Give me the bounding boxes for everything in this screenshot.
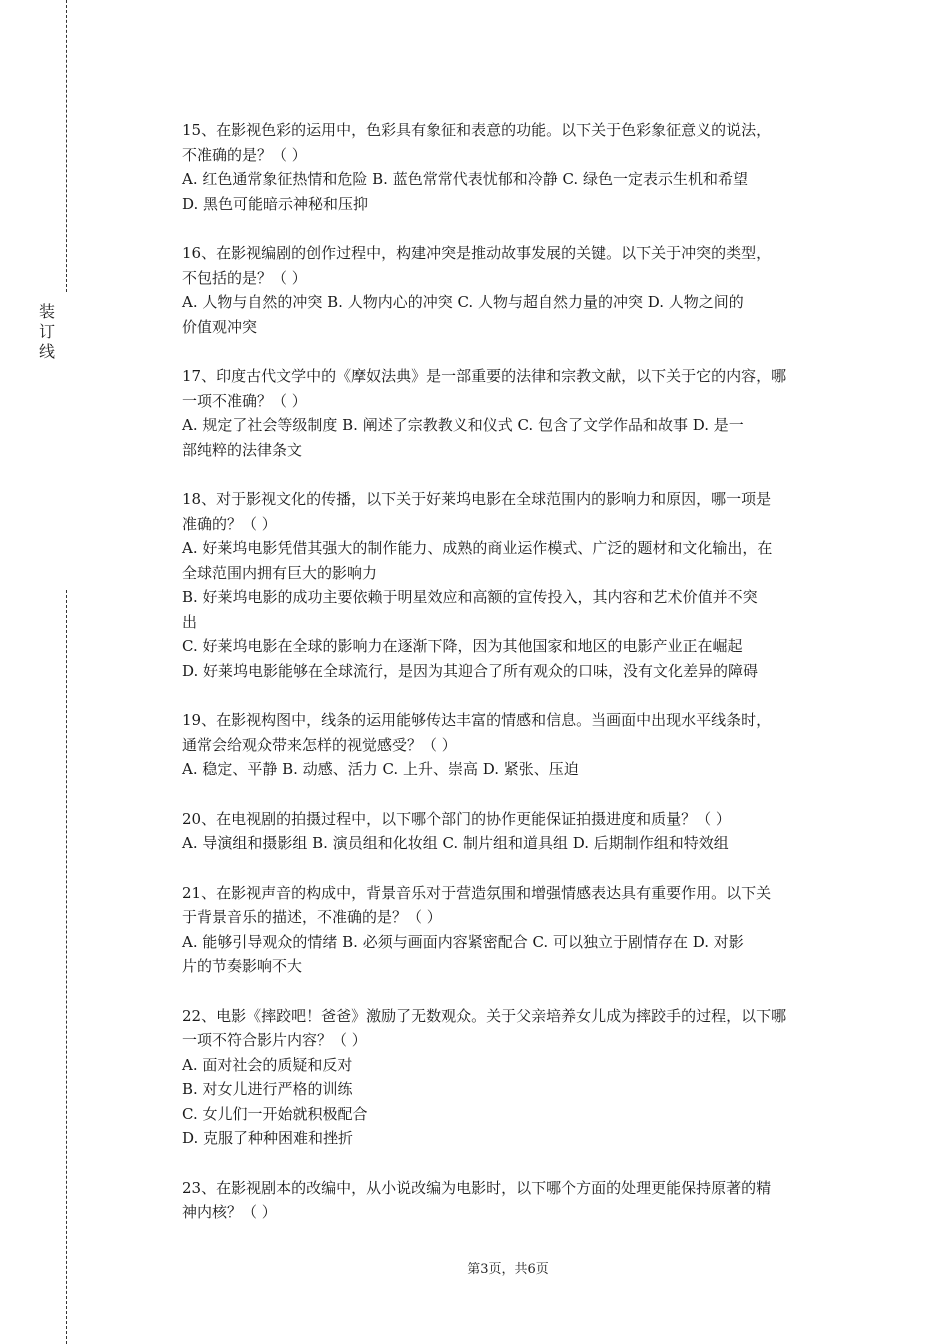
question-stem-line: 不准确的是？（ ） [182,145,307,164]
binding-dashed-line-top [66,0,67,292]
question-stem-line: 通常会给观众带来怎样的视觉感受？（ ） [182,735,457,754]
question-option-line: A. 规定了社会等级制度 B. 阐述了宗教教义和仪式 C. 包含了文学作品和故事 D. 是一 [182,416,744,434]
binding-label-char: 订 [38,322,55,341]
question-stem-line: 18、对于影视文化的传播，以下关于好莱坞电影在全球范围内的影响力和原因，哪一项是 [182,490,772,508]
question-15 [182,118,842,216]
question-option-line: B. 好莱坞电影的成功主要依赖于明星效应和高额的宣传投入，其内容和艺术价值并不突 [182,588,758,606]
question-23 [182,1176,842,1225]
question-20 [182,807,842,856]
question-option-line: 部纯粹的法律条文 [182,440,303,459]
question-option-line: A. 红色通常象征热情和危险 B. 蓝色常常代表忧郁和冷静 C. 绿色一定表示生机和希望 [182,170,748,188]
question-stem-line: 21、在影视声音的构成中，背景音乐对于营造氛围和增强情感表达具有重要作用。以下关 [182,883,772,902]
question-19 [182,708,842,782]
question-stem-line: 17、印度古代文学中的《摩奴法典》是一部重要的法律和宗教文献，以下关于它的内容，哪 [182,367,787,385]
question-21 [182,881,842,979]
question-stem-line: 于背景音乐的描述，不准确的是？（ ） [182,908,442,926]
question-stem-line: 一项不准确？（ ） [182,391,307,410]
question-option-line: C. 好莱坞电影在全球的影响力在逐渐下降，因为其他国家和地区的电影产业正在崛起 [182,637,743,655]
question-option-line: A. 人物与自然的冲突 B. 人物内心的冲突 C. 人物与超自然力量的冲突 D. 人物之间的 [182,293,744,311]
question-22 [182,1004,842,1151]
question-option-line: A. 好莱坞电影凭借其强大的制作能力、成熟的商业运作模式、广泛的题材和文化输出，在 [182,539,773,557]
question-option-line: C. 女儿们一开始就积极配合 [182,1104,368,1123]
question-option-line: A. 导演组和摄影组 B. 演员组和化妆组 C. 制片组和道具组 D. 后期制作组和特效组 [182,834,729,852]
question-stem-line: 23、在影视剧本的改编中，从小说改编为电影时，以下哪个方面的处理更能保持原著的精 [182,1178,772,1197]
question-option-line: A. 面对社会的质疑和反对 [182,1055,353,1074]
question-option-line: B. 对女儿进行严格的训练 [182,1080,353,1098]
question-18 [182,487,842,683]
question-stem-line: 16、在影视编剧的创作过程中，构建冲突是推动故事发展的关键。以下关于冲突的类型， [182,244,772,262]
binding-label [37,302,57,362]
question-list [182,118,842,1250]
question-stem-line: 神内核？（ ） [182,1203,277,1221]
binding-label-char: 线 [38,342,55,361]
question-option-line: 价值观冲突 [182,317,258,336]
binding-label-char: 装 [38,302,55,321]
question-option-line: 全球范围内拥有巨大的影响力 [182,563,378,582]
question-option-line: D. 好莱坞电影能够在全球流行，是因为其迎合了所有观众的口味，没有文化差异的障碍 [182,661,759,680]
question-stem-line: 不包括的是？（ ） [182,268,307,287]
question-stem-line: 19、在影视构图中，线条的运用能够传达丰富的情感和信息。当画面中出现水平线条时， [182,711,772,729]
question-option-line: D. 黑色可能暗示神秘和压抑 [182,194,369,213]
question-stem-line: 准确的？（ ） [182,514,277,533]
binding-dashed-line-bottom [66,590,67,1344]
question-option-line: 出 [182,612,198,631]
page-footer: 第3页，共6页 [467,1262,549,1277]
question-16 [182,241,842,339]
question-17 [182,364,842,462]
question-stem-line: 一项不符合影片内容？（ ） [182,1031,367,1049]
question-option-line: D. 克服了种种困难和挫折 [182,1129,354,1147]
question-stem-line: 15、在影视色彩的运用中，色彩具有象征和表意的功能。以下关于色彩象征意义的说法， [182,121,772,139]
question-stem-line: 22、电影《摔跤吧！爸爸》激励了无数观众。关于父亲培养女儿成为摔跤手的过程，以下哪 [182,1006,787,1025]
question-option-line: 片的节奏影响不大 [182,957,303,975]
question-option-line: A. 稳定、平静 B. 动感、活力 C. 上升、崇高 D. 紧张、压迫 [182,760,579,778]
question-stem-line: 20、在电视剧的拍摄过程中，以下哪个部门的协作更能保证拍摄进度和质量？（ ） [182,809,731,828]
question-option-line: A. 能够引导观众的情绪 B. 必须与画面内容紧密配合 C. 可以独立于剧情存在 D. 对影 [182,932,744,951]
